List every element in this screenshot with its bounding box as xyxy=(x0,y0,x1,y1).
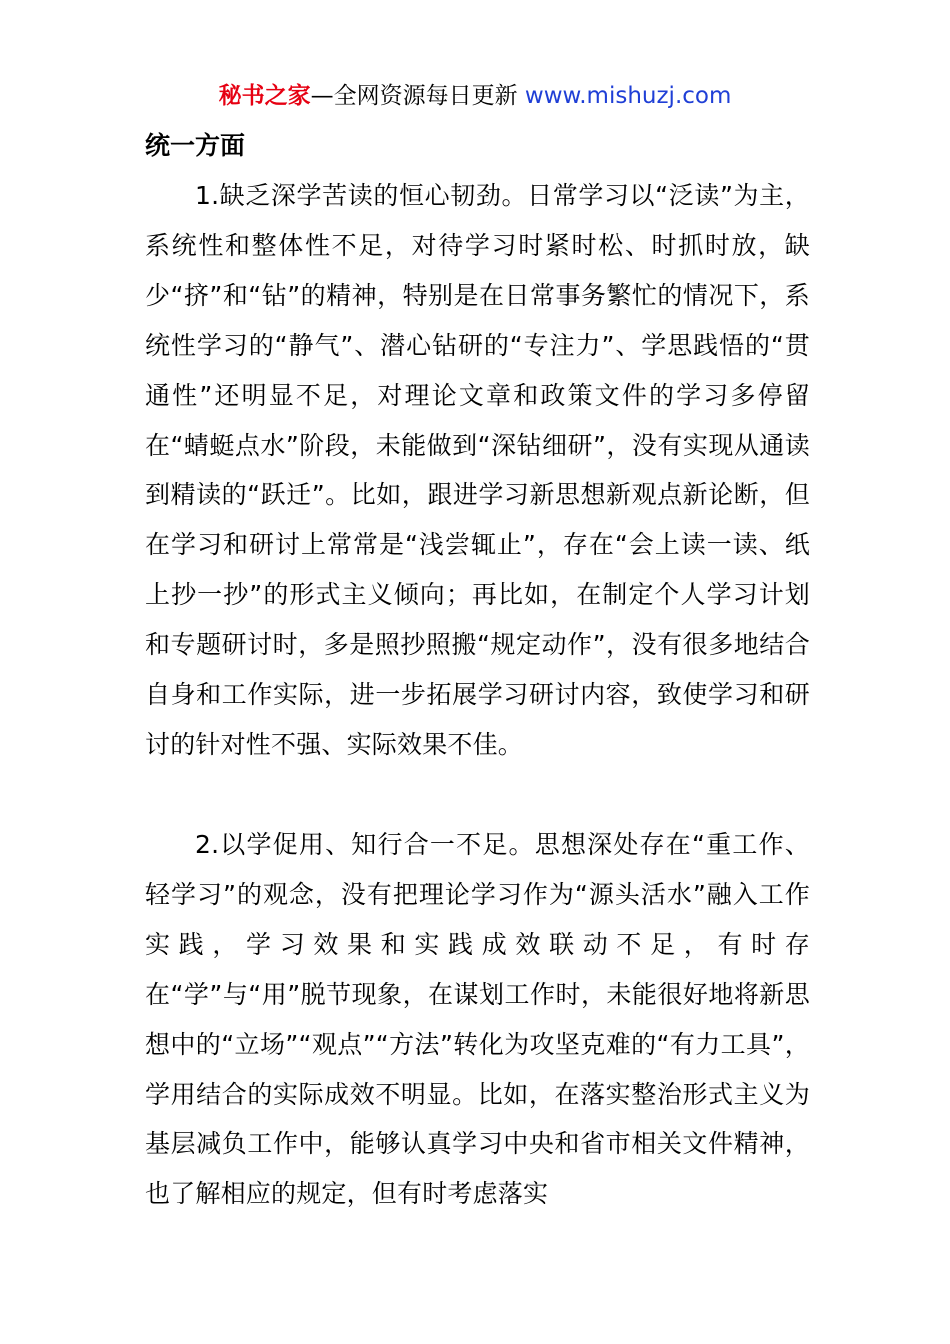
site-url-link[interactable]: www.mishuzj.com xyxy=(524,83,732,109)
site-tagline: —全网资源每日更新 xyxy=(310,83,525,109)
site-brand: 秘书之家 xyxy=(218,83,311,109)
paragraph-1: 1.缺乏深学苦读的恒心韧劲。日常学习以“泛读”为主，系统性和整体性不足，对待学习时紧时松、时抓时放，缺少“挤”和“钻”的精神，特别是在日常事务繁忙的情况下，系统性学习的“静气”、潜心钻研的“专注力”、学思践悟的“贯通性”还明显不足，对理论文章和政策文件的学习多停留在“蜻蜓点水”阶段，未能做到“深钻细研”，没有实现从通读到精读的“跃迁”。比如，跟进学习新思想新观点新论断，但在学习和研讨上常常是“浅尝辄止”，存在“会上读一读、纸上抄一抄”的形式主义倾向；再比如，在制定个人学习计划和专题研讨时，多是照抄照搬“规定动作”，没有很多地结合自身和工作实际，进一步拓展学习研讨内容，致使学习和研讨的针对性不强、实际效果不佳。 xyxy=(145,181,810,759)
section-title: 统一方面 xyxy=(145,131,246,160)
site-header xyxy=(0,80,950,112)
paragraph-2: 2.以学促用、知行合一不足。思想深处存在“重工作、轻学习”的观念，没有把理论学习作为“源头活水”融入工作实践，学习效果和实践成效联动不足，有时存在“学”与“用”脱节现象，在谋划工作时，未能很好地将新思想中的“立场”“观点”“方法”转化为攻坚克难的“有力工具”，学用结合的实际成效不明显。比如，在落实整治形式主义为基层减负工作中，能够认真学习中央和省市相关文件精神，也了解相应的规定，但有时考虑落实 xyxy=(145,830,810,1209)
